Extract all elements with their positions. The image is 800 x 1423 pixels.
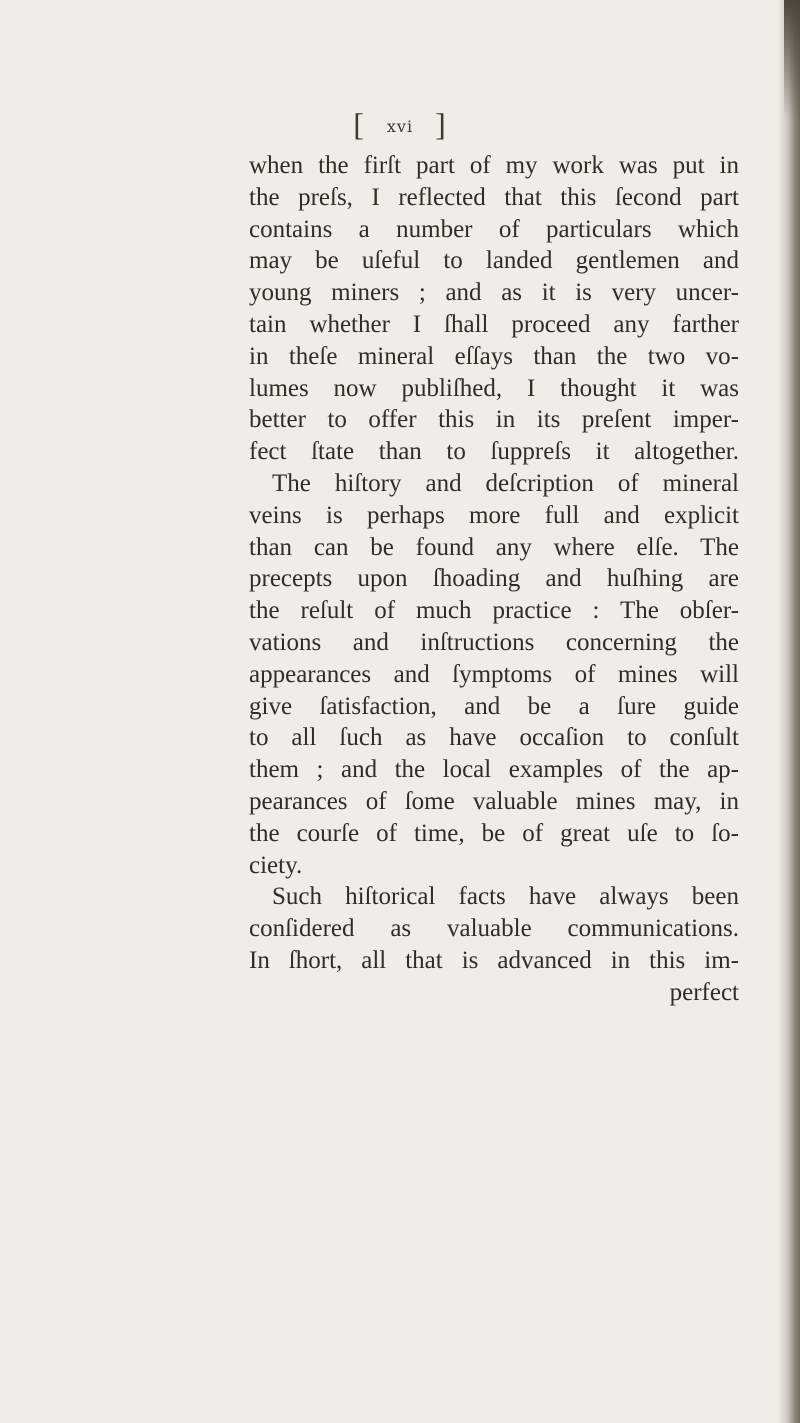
body-text (249, 150, 739, 1009)
page-number: xvi (386, 117, 414, 136)
text-line: conſidered as valuable communications. (249, 915, 739, 943)
text-line: the courſe of time, be of great uſe to ſo- (249, 819, 739, 847)
text-line: veins is perhaps more full and explicit (249, 501, 739, 529)
paragraph-first-line: Such hiſtorical facts have always been (272, 883, 739, 911)
running-head-open-bracket: [ (353, 106, 365, 142)
text-line: better to offer this in its preſent imper- (249, 406, 739, 434)
text-line: vations and inſtructions concerning the (249, 628, 739, 656)
page-edge-shadow (778, 0, 800, 1423)
catchword: perfect (669, 978, 739, 1006)
text-line: give ſatisfaction, and be a ſure guide (249, 692, 739, 720)
text-line: young miners ; and as it is very uncer- (249, 279, 739, 307)
text-line: may be uſeful to landed gentlemen and (249, 247, 739, 275)
text-line: when the firſt part of my work was put in (249, 152, 739, 179)
text-line: than can be found any where elſe. The (249, 533, 739, 561)
text-line: contains a number of particulars which (249, 215, 739, 243)
text-line: precepts upon ſhoading and huſhing are (249, 565, 739, 593)
page-edge-shadow-top (784, 0, 800, 120)
paragraph-first-line: The hiſtory and deſcription of mineral (272, 469, 739, 497)
text-line: In ſhort, all that is advanced in this im- (249, 946, 739, 974)
text-line: tain whether I ſhall proceed any farther (249, 310, 739, 338)
text-line: the preſs, I reflected that this ſecond part (249, 183, 739, 211)
text-line: the reſult of much practice : The obſer- (249, 597, 739, 625)
running-head (0, 106, 800, 143)
text-line: appearances and ſymptoms of mines will (249, 660, 739, 688)
text-line: them ; and the local examples of the ap- (249, 756, 739, 784)
paragraph-last-line: ciety. (249, 851, 303, 879)
text-line: pearances of ſome valuable mines may, in (249, 787, 739, 815)
text-line: in theſe mineral eſſays than the two vo- (249, 342, 739, 370)
running-head-close-bracket: ] (435, 106, 447, 142)
text-line: fect ſtate than to ſuppreſs it altogether. (249, 438, 739, 466)
text-line: lumes now publiſhed, I thought it was (249, 374, 739, 402)
text-line: to all ſuch as have occaſion to conſult (249, 724, 739, 752)
